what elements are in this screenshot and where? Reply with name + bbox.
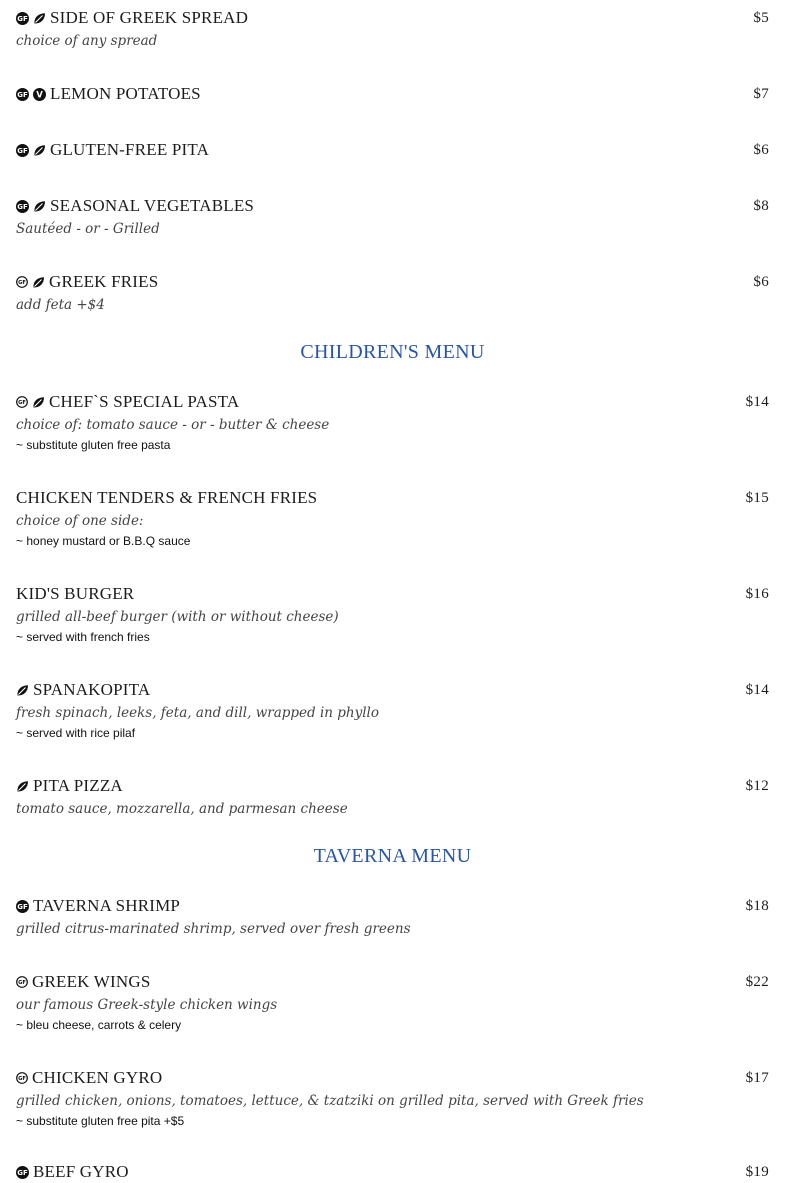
gluten-free-option-icon [16,1072,28,1084]
menu-item [16,487,769,549]
menu-item-name: SPANAKOPITA [33,680,151,699]
menu-item-description: grilled citrus-marinated shrimp, served over fresh greens [16,921,411,937]
menu-item [16,583,769,645]
menu-item-price: $17 [745,1069,769,1086]
dietary-icons [16,900,29,913]
menu-item [16,895,769,939]
menu-item-price: $5 [753,9,769,26]
vegetarian-leaf-icon [32,396,45,409]
section-heading-children-s-menu: CHILDREN'S MENU [300,341,485,363]
menu-item-note: ~ served with french fries [16,630,150,644]
dietary-icons [16,276,45,289]
dietary-icons [16,144,46,157]
menu-item-name: GREEK WINGS [32,972,151,991]
menu-item-price: $6 [753,273,769,290]
menu-item-header [16,895,769,917]
menu-item-name: SIDE OF GREEK SPREAD [50,8,249,27]
svg-text:GF: GF [18,1076,26,1083]
gluten-free-option-icon [16,976,28,988]
svg-text:GF: GF [18,980,26,987]
menu-item-price: $22 [745,973,769,990]
menu-item-price: $16 [745,585,769,602]
svg-text:GF: GF [17,146,28,155]
menu-item-note: ~ substitute gluten free pasta [16,438,171,452]
vegetarian-leaf-icon [33,12,46,25]
gluten-free-icon [16,900,29,913]
vegetarian-leaf-icon [16,684,29,697]
vegetarian-leaf-icon [33,144,46,157]
gluten-free-icon [16,1166,29,1179]
menu-item-price: $14 [745,393,769,410]
gluten-free-icon [16,88,29,101]
gluten-free-icon [16,200,29,213]
menu-item-header [16,583,769,605]
menu-item [16,1067,769,1129]
menu-item-description: our famous Greek-style chicken wings [16,997,278,1013]
menu-item-name: BEEF GYRO [33,1162,129,1181]
menu-item [16,83,769,105]
svg-text:GF: GF [17,202,28,211]
menu-item-note: ~ bleu cheese, carrots & celery [16,1018,182,1032]
menu-item [16,7,769,51]
dietary-icons [16,396,45,409]
menu-item-header [16,139,769,161]
svg-text:GF: GF [17,902,28,911]
menu-item-price: $8 [753,197,769,214]
menu-item [16,391,769,453]
menu-item-price: $6 [753,141,769,158]
menu-item-description: grilled all-beef burger (with or without cheese) [16,609,339,625]
menu-item [16,195,769,239]
menu-item-price: $18 [745,897,769,914]
vegetarian-leaf-icon [33,200,46,213]
menu-item-header [16,775,769,797]
menu-item-name: PITA PIZZA [33,776,123,795]
menu-item [16,139,769,161]
menu-item-description: Sautéed - or - Grilled [16,221,160,237]
menu-item-name: CHEF`S SPECIAL PASTA [49,392,240,411]
menu-item-price: $12 [745,777,769,794]
svg-text:GF: GF [17,14,28,23]
menu-item-header [16,1067,769,1089]
dietary-icons [16,684,29,697]
menu-item [16,679,769,741]
gluten-free-icon [16,144,29,157]
menu-item-name: SEASONAL VEGETABLES [50,196,255,215]
menu-item-header [16,971,769,993]
menu-item-price: $15 [745,489,769,506]
menu-item-header [16,195,769,217]
dietary-icons [16,976,28,988]
dietary-icons [16,1166,29,1179]
gluten-free-option-icon [16,396,28,408]
menu-item-description: add feta +$4 [16,297,105,313]
svg-text:GF: GF [17,1168,28,1177]
svg-text:GF: GF [18,400,26,407]
menu-item-name: GLUTEN-FREE PITA [50,140,210,159]
menu-item [16,775,769,819]
menu-item-price: $14 [745,681,769,698]
menu-item-description: grilled chicken, onions, tomatoes, lettuce, & tzatziki on grilled pita, served with Greek fries [16,1093,644,1109]
menu-item-header [16,1161,769,1183]
menu-item [16,971,769,1033]
menu-item-header [16,679,769,701]
vegetarian-leaf-icon [16,780,29,793]
dietary-icons [16,200,46,213]
section-heading-taverna-menu: TAVERNA MENU [313,845,472,867]
vegan-icon [33,88,46,101]
svg-text:V: V [36,90,43,101]
menu-item-price: $7 [753,85,769,102]
menu-item-description: choice of any spread [16,33,158,49]
menu-item-note: ~ served with rice pilaf [16,726,136,740]
menu-item-description: tomato sauce, mozzarella, and parmesan cheese [16,801,348,817]
dietary-icons [16,1072,28,1084]
menu-item-header [16,487,769,509]
menu-item-name: CHICKEN GYRO [32,1068,163,1087]
svg-text:GF: GF [18,280,26,287]
menu-item-name: LEMON POTATOES [50,84,201,103]
menu-item-price: $19 [745,1163,769,1180]
dietary-icons [16,12,46,25]
menu-item-name: KID'S BURGER [16,584,135,603]
menu-item-description: choice of one side: [16,513,144,529]
menu-item [16,1161,769,1183]
menu-item-name: TAVERNA SHRIMP [33,896,181,915]
menu-item-header [16,391,769,413]
dietary-icons [16,88,46,101]
menu-item-name: GREEK FRIES [49,272,159,291]
menu-item-description: choice of: tomato sauce - or - butter & cheese [16,417,330,433]
menu-item-header [16,7,769,29]
menu-item-header [16,271,769,293]
gluten-free-option-icon [16,276,28,288]
svg-text:GF: GF [17,90,28,99]
vegetarian-leaf-icon [32,276,45,289]
dietary-icons [16,780,29,793]
gluten-free-icon [16,12,29,25]
menu-item-description: fresh spinach, leeks, feta, and dill, wrapped in phyllo [16,705,379,721]
menu-item-name: CHICKEN TENDERS & FRENCH FRIES [16,488,318,507]
menu-item-header [16,83,769,105]
menu-item-note: ~ honey mustard or B.B.Q sauce [16,534,191,548]
menu-item-note: ~ substitute gluten free pita +$5 [16,1114,185,1128]
menu-item [16,271,769,315]
